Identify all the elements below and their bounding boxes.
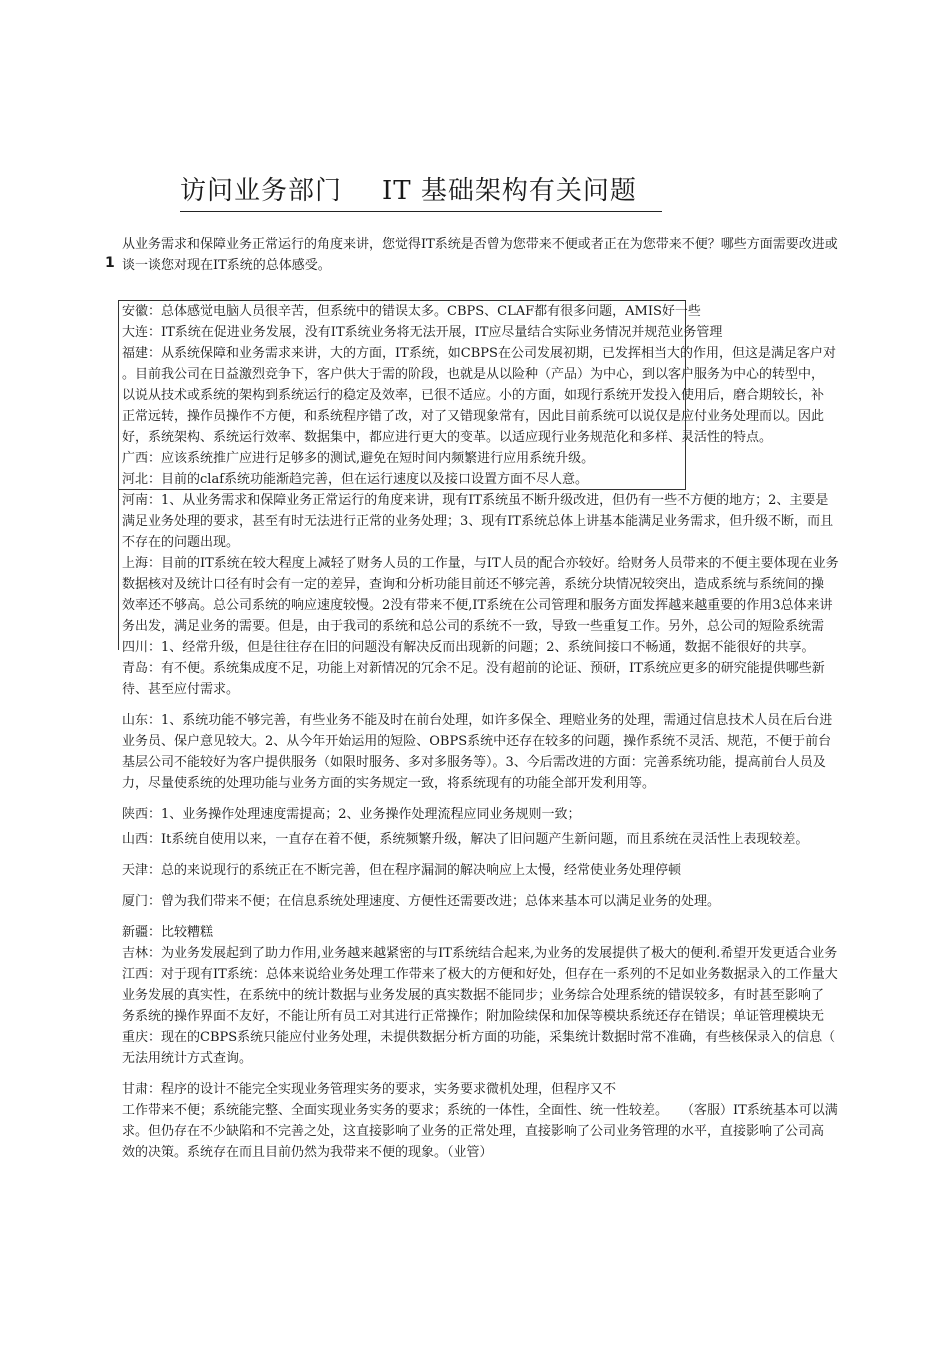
answer-line: 青岛：有不便。系统集成度不足，功能上对新情况的冗余不足。没有超前的论证、预研，IT系统应更多的研究能提供哪些新 [122,661,825,676]
answer-entry [122,922,950,943]
answer-entry [122,490,950,553]
question-text [122,234,950,276]
answer-line: 大连：IT系统在促进业务发展，没有IT系统业务将无法开展，IT应尽量结合实际业务情况并规范业务管理 [122,325,723,340]
answer-line: 工作带来不便；系统能完整、全面实现业务实务的要求；系统的一体性，全面性、统一性较差。 （客服）IT系统基本可以满 [122,1103,838,1118]
answer-line: 安徽：总体感觉电脑人员很辛苦，但系统中的错误太多。CBPS、CLAF都有很多问题，AMIS好一些 [122,304,701,319]
answer-line: 业务发展的真实性，在系统中的统计数据与业务发展的真实数据不能同步；业务综合处理系统的错误较多，有时甚至影响了 [122,988,825,1003]
answer-line: 基层公司不能较好为客户提供服务（如限时服务、多对多服务等）。3、今后需改进的方面：完善系统功能，提高前台人员及 [122,755,826,770]
answer-entry [122,469,950,490]
answer-line: 满足业务处理的要求，甚至有时无法进行正常的业务处理；3、现有IT系统总体上讲基本能满足业务需求，但升级不断，而且 [122,514,834,529]
answer-entry [122,1027,950,1069]
answer-line: 河南：1、从业务需求和保障业务正常运行的角度来讲，现有IT系统虽不断升级改进，但仍有一些不方便的地方；2、主要是 [122,493,829,508]
answers-list [122,301,950,1163]
question-number: 1 [105,255,115,271]
answer-line: 求。但仍存在不少缺陷和不完善之处，这直接影响了业务的正常处理，直接影响了公司业务管理的水平，直接影响了公司高 [122,1124,825,1139]
answer-line: 山东：1、系统功能不够完善，有些业务不能及时在前台处理，如许多保全、理赔业务的处理，需通过信息技术人员在后台进 [122,713,833,728]
answer-line: 。目前我公司在日益激烈竞争下，客户供大于需的阶段，也就是从以险种（产品）为中心，到以客户服务为中心的转型中， [122,367,825,382]
answer-entry [122,860,950,881]
answer-entry [122,301,950,322]
answer-line: 江西：对于现有IT系统：总体来说给业务处理工作带来了极大的方便和好处，但存在一系列的不足如业务数据录入的工作量大 [122,967,838,982]
answer-line: 力，尽量使系统的处理功能与业务方面的实务规定一致，将系统现有的功能全部开发利用等。 [122,776,656,791]
answer-entry [122,829,950,850]
answer-line: 以说从技术或系统的架构到系统运行的稳定及效率，已很不适应。小的方面，如现行系统开发投入使用后，磨合期较长，补 [122,388,825,403]
answer-line: 务出发，满足业务的需要。但是，由于我司的系统和总公司的系统不一致，导致一些重复工作。另外，总公司的短险系统需 [122,619,825,634]
answer-line: 效率还不够高。总公司系统的响应速度较慢。2没有带来不便,IT系统在公司管理和服务方面发挥越来越重要的作用3总体来讲 [122,598,833,613]
answer-entry [122,710,950,794]
answer-entry [122,322,950,343]
answer-line: 新疆：比较糟糕 [122,925,214,940]
answer-line: 重庆：现在的CBPS系统只能应付业务处理，未提供数据分析方面的功能，采集统计数据时常不准确，有些核保录入的信息（ [122,1030,836,1045]
answer-entry [122,553,950,658]
question-line: 谈一谈您对现在IT系统的总体感受。 [122,258,331,273]
answer-line: 广西：应该系统推广应进行足够多的测试,避免在短时间内频繁进行应用系统升级。 [122,451,595,466]
title-part-2: IT 基础架构有关问题 [382,176,637,206]
answer-entry [122,804,950,825]
document-title [180,170,662,212]
answer-line: 务系统的操作界面不友好，不能让所有员工对其进行正常操作；附加险续保和加保等模块系统还存在错误；单证管理模块无 [122,1009,825,1024]
answer-entry [122,891,950,912]
answer-line: 河北：目前的claf系统功能渐趋完善，但在运行速度以及接口设置方面不尽人意。 [122,472,589,487]
answer-line: 陕西：1、业务操作处理速度需提高；2、业务操作处理流程应同业务规则一致； [122,807,581,822]
answer-line: 不存在的问题出现。 [122,535,240,550]
answer-line: 上海：目前的IT系统在较大程度上减轻了财务人员的工作量，与IT人员的配合亦较好。给财务人员带来的不便主要体现在业务 [122,556,839,571]
answer-line: 业务员、保户意见较大。2、从今年开始运用的短险、OBPS系统中还存在较多的问题，操作系统不灵活、规范，不便于前台 [122,734,832,749]
answer-entry [122,1079,950,1163]
answer-entry [122,343,950,448]
answer-line: 效的决策。系统存在而且目前仍然为我带来不便的现象。（业管） [122,1145,493,1160]
question-line: 从业务需求和保障业务正常运行的角度来讲，您觉得IT系统是否曾为您带来不便或者正在为您带来不便？哪些方面需要改进或 [122,237,838,252]
answer-line: 数据核对及统计口径有时会有一定的差异，查询和分析功能目前还不够完善，系统分块情况较突出，造成系统与系统间的操 [122,577,825,592]
answers-table-border-left [118,488,119,650]
answer-line: 山西：It系统自使用以来，一直存在着不便，系统频繁升级，解决了旧问题产生新问题，而且系统在灵活性上表现较差。 [122,832,809,847]
answer-line: 吉林：为业务发展起到了助力作用,业务越来越紧密的与IT系统结合起来,为业务的发展提供了极大的便利.希望开发更适合业务 [122,946,838,961]
answer-entry [122,658,950,700]
answer-line: 好，系统架构、系统运行效率、数据集中，都应进行更大的变革。以适应现行业务规范化和多样、灵活性的特点。 [122,430,773,445]
answer-line: 厦门：曾为我们带来不便；在信息系统处理速度、方便性还需要改进；总体来基本可以满足业务的处理。 [122,894,721,909]
answer-line: 天津：总的来说现行的系统正在不断完善，但在程序漏洞的解决响应上太慢，经常使业务处理停顿 [122,863,682,878]
answer-entry [122,448,950,469]
answer-entry [122,943,950,964]
answer-line: 福建：从系统保障和业务需求来讲，大的方面，IT系统，如CBPS在公司发展初期，已发挥相当大的作用，但这是满足客户对 [122,346,836,361]
answer-line: 待、甚至应付需求。 [122,682,240,697]
title-part-1: 访问业务部门 [180,176,343,206]
answer-entry [122,964,950,1027]
answer-line: 正常远转，操作员操作不方便，和系统程序错了改，对了又错现象常有，因此目前系统可以说仅是应付业务处理而以。因此 [122,409,825,424]
answer-line: 甘肃：程序的设计不能完全实现业务管理实务的要求，实务要求微机处理，但程序又不 [122,1082,617,1097]
answer-line: 四川：1、经常升级，但是往往存在旧的问题没有解决反而出现新的问题；2、系统间接口不畅通，数据不能很好的共享。 [122,640,815,655]
answer-line: 无法用统计方式查询。 [122,1051,253,1066]
